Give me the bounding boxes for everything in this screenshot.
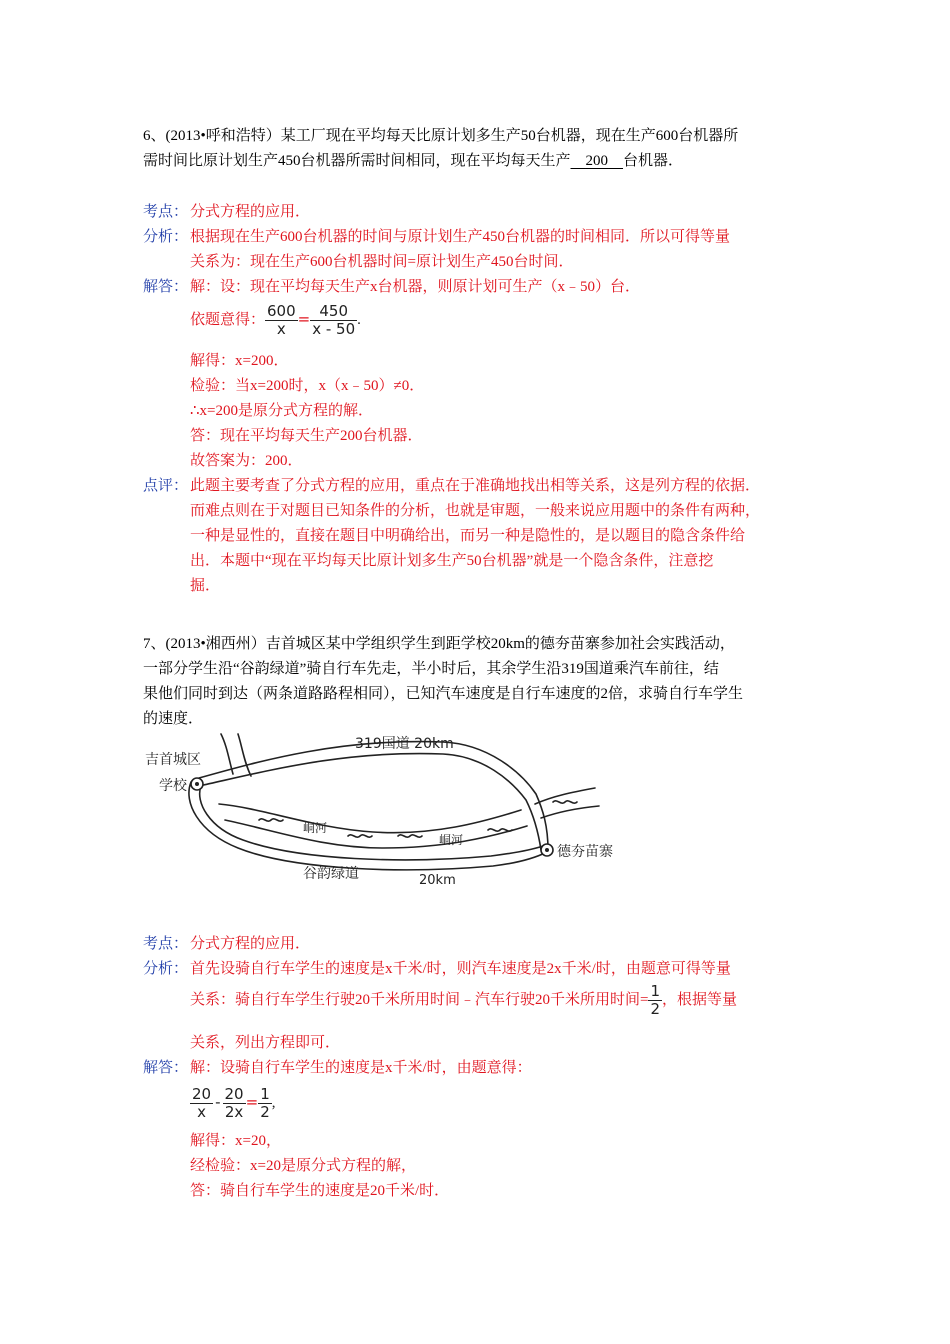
destination-marker-dot [545, 848, 549, 852]
frac-denominator: 2x [224, 1103, 244, 1122]
q7-stem-line-2: 一部分学生沿“谷韵绿道”骑自行车先走，半小时后，其余学生沿319国道乘汽车前往，结 [143, 661, 719, 677]
frac-numerator: 1 [260, 1085, 270, 1104]
greenway-outer [189, 782, 547, 870]
q6-frac-450 [310, 303, 357, 338]
q7-stem-line-4: 的速度． [143, 711, 204, 727]
q6-dianping-label: 点评： [143, 478, 189, 494]
frac-20-over-2x [223, 1086, 246, 1121]
equals-sign: = [245, 1093, 259, 1111]
q7-kaodian-label: 考点： [143, 936, 189, 952]
q6-answer: 200 [585, 153, 609, 169]
q6-dianping-4: 出．本题中“现在平均每天比原计划多生产50台机器”就是一个隐含条件，注意挖 [190, 553, 714, 569]
period: . [357, 312, 361, 328]
greenway-inner [200, 786, 543, 860]
q6-eq-prefix: 依题意得： [190, 312, 266, 328]
equals-sign: = [297, 310, 311, 328]
map-label-city: 吉首城区 [145, 752, 201, 768]
frac-numerator: 450 [310, 303, 357, 321]
q6-fenxi-label: 分析： [143, 229, 189, 245]
q6-jieda-3: 解得：x=200． [190, 353, 289, 369]
river-bank-top [219, 804, 521, 833]
q6-jieda-1: 解：设：现在平均每天生产x台机器，则原计划可生产（x﹣50）台． [190, 279, 641, 295]
frac-numerator: 20 [192, 1085, 212, 1104]
q6-jieda-4: 检验：当x=200时，x（x﹣50）≠0． [190, 378, 425, 394]
map-label-river-1: 峒河 [303, 821, 328, 835]
q6-kaodian-label: 考点： [143, 204, 189, 220]
frac-denominator: 2 [260, 1103, 270, 1122]
map-label-greenway: 谷韵绿道 [303, 866, 359, 882]
frac-denominator: x [197, 1103, 206, 1122]
national-road-outer [199, 742, 548, 850]
frac-denominator: 2 [650, 1000, 661, 1019]
q6-stem-line-2 [143, 149, 683, 173]
q6-stem-text-end: 台机器． [623, 153, 684, 169]
q6-kaodian: 分式方程的应用． [190, 204, 311, 220]
q6-jieda-5: ∴x=200是原分式方程的解． [190, 403, 374, 419]
wave-mark [488, 829, 512, 831]
q6-dianping-5: 掘． [190, 578, 221, 594]
q7-equation [190, 1084, 275, 1121]
q6-dianping-1: 此题主要考查了分式方程的应用，重点在于准确地找出相等关系，这是列方程的依据． [190, 478, 761, 494]
route-map [143, 732, 643, 887]
q7-jieda-3: 经检验：x=20是原分式方程的解， [190, 1158, 416, 1174]
school-marker-dot [195, 782, 199, 786]
frac-20-over-x [190, 1086, 213, 1121]
q7-fenxi-2-text: 关系：骑自行车学生行驶20千米所用时间﹣汽车行驶20千米所用时间= [190, 992, 649, 1008]
q6-stem-text: 需时间比原计划生产450台机器所需时间相同，现在平均每天生产 [143, 153, 571, 169]
minus-sign: - [215, 1093, 221, 1111]
wave-mark [398, 835, 422, 837]
q7-fenxi-2-end: ，根据等量 [662, 992, 738, 1008]
q6-jieda-6: 答：现在平均每天生产200台机器． [190, 428, 423, 444]
q7-jieda-label: 解答： [143, 1060, 189, 1076]
q7-fenxi-2 [190, 982, 737, 1018]
q6-dianping-3: 一种是显性的，直接在题目中明确给出，而另一种是隐性的，是以题目的隐含条件给 [190, 528, 746, 544]
q6-stem-line-1: 6、(2013•呼和浩特）某工厂现在平均每天比原计划多生产50台机器，现在生产600台机器所 [143, 128, 739, 144]
q7-jieda-4: 答：骑自行车学生的速度是20千米/时． [190, 1183, 450, 1199]
q7-jieda-1: 解：设骑自行车学生的速度是x千米/时，由题意得： [190, 1060, 532, 1076]
q7-stem-line-1: 7、(2013•湘西州）吉首城区某中学组织学生到距学校20km的德夯苗寨参加社会实践活动， [143, 636, 735, 652]
map-label-river-2: 峒河 [439, 833, 464, 847]
frac-numerator: 20 [224, 1085, 244, 1104]
wave-mark [259, 819, 283, 821]
map-label-school: 学校 [159, 778, 187, 794]
frac-denominator: x [276, 320, 286, 339]
q6-dianping-2: 而难点则在于对题目已知条件的分析，也就是审题，一般来说应用题中的条件有两种， [190, 503, 761, 519]
comma: , [271, 1095, 276, 1111]
river-bank-bottom [225, 820, 527, 848]
river-bank-lower-right-2 [541, 806, 599, 818]
frac-numerator: 1 [650, 982, 661, 1001]
q6-jieda-7: 故答案为：200． [190, 453, 303, 469]
q7-kaodian: 分式方程的应用． [190, 936, 311, 952]
q7-stem-line-3: 果他们同时到达（两条道路路程相同），已知汽车速度是自行车速度的2倍，求骑自行车学生 [143, 686, 744, 702]
q7-jieda-2: 解得：x=20， [190, 1133, 281, 1149]
frac-one-half [258, 1086, 272, 1121]
wave-mark [553, 801, 577, 803]
q6-answer-blank [571, 153, 624, 169]
frac-numerator: 600 [267, 302, 296, 321]
map-label-national-road: 319国道 20km [355, 736, 454, 752]
frac-denominator: x - 50 [312, 320, 356, 339]
wave-mark [348, 835, 372, 837]
river-bank-upper-left [221, 734, 233, 774]
q7-fenxi-1: 首先设骑自行车学生的速度是x千米/时，则汽车速度是2x千米/时，由题意可得等量 [190, 961, 731, 977]
map-label-destination: 德夯苗寨 [557, 844, 613, 860]
q6-equation [190, 301, 361, 338]
map-label-greenway-distance: 20km [419, 873, 456, 887]
q6-fenxi-2: 关系为：现在生产600台机器时间=原计划生产450台时间． [190, 254, 574, 270]
q7-fenxi-label: 分析： [143, 961, 189, 977]
q7-fenxi-3: 关系，列出方程即可． [190, 1035, 341, 1051]
river-bank-upper-right [238, 734, 251, 776]
q6-jieda-label: 解答： [143, 279, 189, 295]
frac-one-half [648, 983, 662, 1018]
q6-fenxi-1: 根据现在生产600台机器的时间与原计划生产450台机器的时间相同．所以可得等量 [190, 229, 731, 245]
q6-frac-600-x [265, 303, 298, 338]
